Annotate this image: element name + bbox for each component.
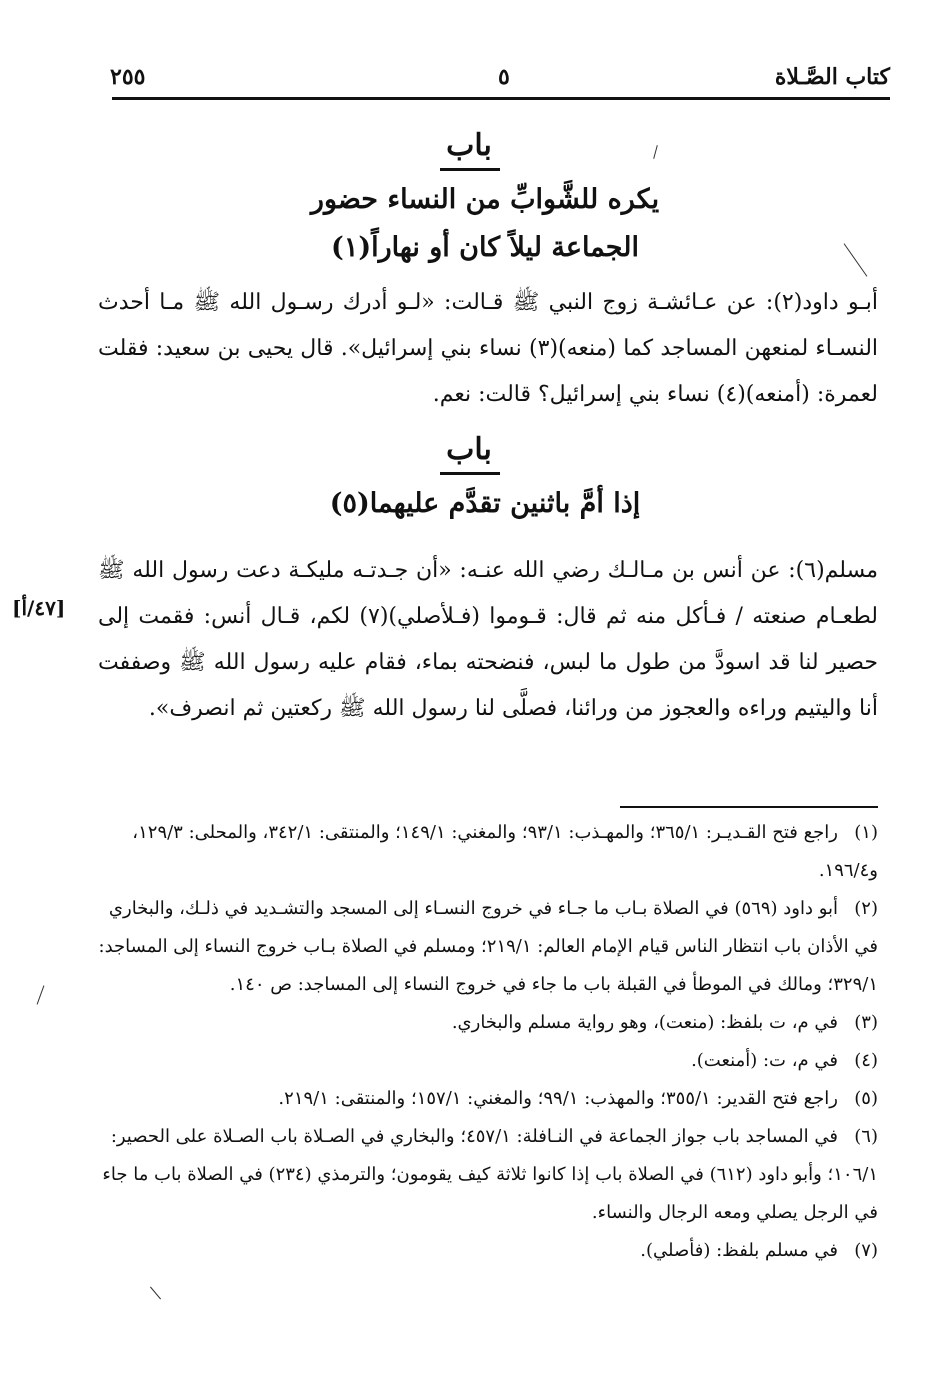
footnote-rule [620, 806, 878, 808]
page-number: ٢٥٥ [110, 64, 146, 90]
footnote-number: (٢) [854, 898, 878, 919]
footnote-5 [98, 1080, 878, 1118]
footnote-6 [98, 1118, 878, 1232]
header-rule [112, 97, 890, 100]
footnote-1 [98, 814, 878, 890]
footnote-number: (٥) [854, 1088, 878, 1109]
footnote-number: (٧) [854, 1240, 878, 1261]
scan-mark [37, 985, 45, 1004]
footnote-text: في مسلم بلفظ: (فأصلي). [640, 1240, 838, 1261]
section1-bab-underline [440, 168, 500, 171]
section2-bab-title: باب [446, 432, 492, 467]
footnote-4 [98, 1042, 878, 1080]
footnote-text: في م، ت: (أمنعت). [691, 1050, 838, 1071]
margin-manuscript-ref: [٤٧/أ] [12, 596, 66, 620]
section2-paragraph: مسلم(٦): عن أنس بن مـالـك رضي الله عنـه: «أن جـدتـه مليكـة دعت رسول الله ﷺ لطعـام صنعته / فـأكل منه ثم قال: قـوموا (فـلأصلي)(٧) لكم، قـال أنس: فقمت إلى حصير لنا قد اسودَّ من طول ما لبس، فنضحته بماء، فقام عليه رسول الله ﷺ وصففت أنا واليتيم وراءه والعجوز من ورائنا، فصلَّى لنا رسول الله ﷺ ركعتين ثم انصرف». [98, 558, 878, 721]
footnote-text: أبو داود (٥٦٩) في الصلاة بـاب ما جـاء في خروج النسـاء إلى المسجد والتشـديد في ذلـك، والبخاري في الأذان باب انتظار الناس قيام الإمام العالم: ٢١٩/١؛ ومسلم في الصلاة بـاب خروج النساء إلى المساجد: ٣٢٩/١؛ ومالك في الموطأ في القبلة باب ما جاء في خروج النساء إلى المساجد: ص ١٤٠. [98, 898, 878, 995]
scan-mark [150, 1287, 161, 1300]
footnote-text: في م، ت بلفظ: (منعت)، وهو رواية مسلم والبخاري. [451, 1012, 838, 1033]
section1-heading-line1: يكره للشَّوابِّ من النساء حضور [310, 184, 660, 215]
section2-bab-underline [440, 472, 500, 475]
footnote-number: (٦) [854, 1126, 878, 1147]
footnotes-block [98, 814, 878, 1270]
section1-paragraph: أبـو داود(٢): عن عـائشـة زوج النبي ﷺ قـالت: «لـو أدرك رسـول الله ﷺ مـا أحدث النسـاء لمنعهن المساجد كما (منعه)(٣) نساء بني إسرائيل». قال يحيى بن سعيد: فقلت لعمرة: (أمنعه)(٤) نساء بني إسرائيل؟ قالت: نعم. [98, 290, 879, 407]
header-marker: ٥ [498, 64, 510, 90]
footnote-number: (٤) [854, 1050, 878, 1071]
footnote-7 [98, 1232, 878, 1270]
section1-bab-title: باب [446, 128, 492, 163]
footnote-text: راجع فتح القـديـر: ٣٦٥/١؛ والمهـذب: ٩٣/١؛ والمغني: ١٤٩/١؛ والمنتقى: ٣٤٢/١، والمحلى: ١٢٩/٣، و١٩٦/٤. [132, 822, 878, 881]
footnote-number: (٣) [854, 1012, 878, 1033]
section2-heading: إذا أمَّ باثنين تقدَّم عليهما(٥) [329, 488, 641, 519]
footnote-3 [98, 1004, 878, 1042]
header-title: كتاب الصَّـلاة [774, 64, 890, 90]
section1-heading-line2: الجماعة ليلاً كان أو نهاراً(١) [331, 232, 639, 263]
footnote-2 [98, 890, 878, 1004]
running-header [110, 60, 890, 100]
footnote-text: راجع فتح القدير: ٣٥٥/١؛ والمهذب: ٩٩/١؛ والمغني: ١٥٧/١؛ والمنتقى: ٢١٩/١. [278, 1088, 838, 1109]
footnote-text: في المساجد باب جواز الجماعة في النـافلة: ٤٥٧/١؛ والبخاري في الصـلاة باب الصـلاة على الحصير: ١٠٦/١؛ وأبو داود (٦١٢) في الصلاة باب إذا كانوا ثلاثة كيف يقومون؛ والترمذي (٢٣٤) في الصلاة باب ما جاء في الرجل يصلي ومعه الرجال والنساء. [102, 1126, 878, 1223]
footnote-number: (١) [854, 822, 878, 843]
